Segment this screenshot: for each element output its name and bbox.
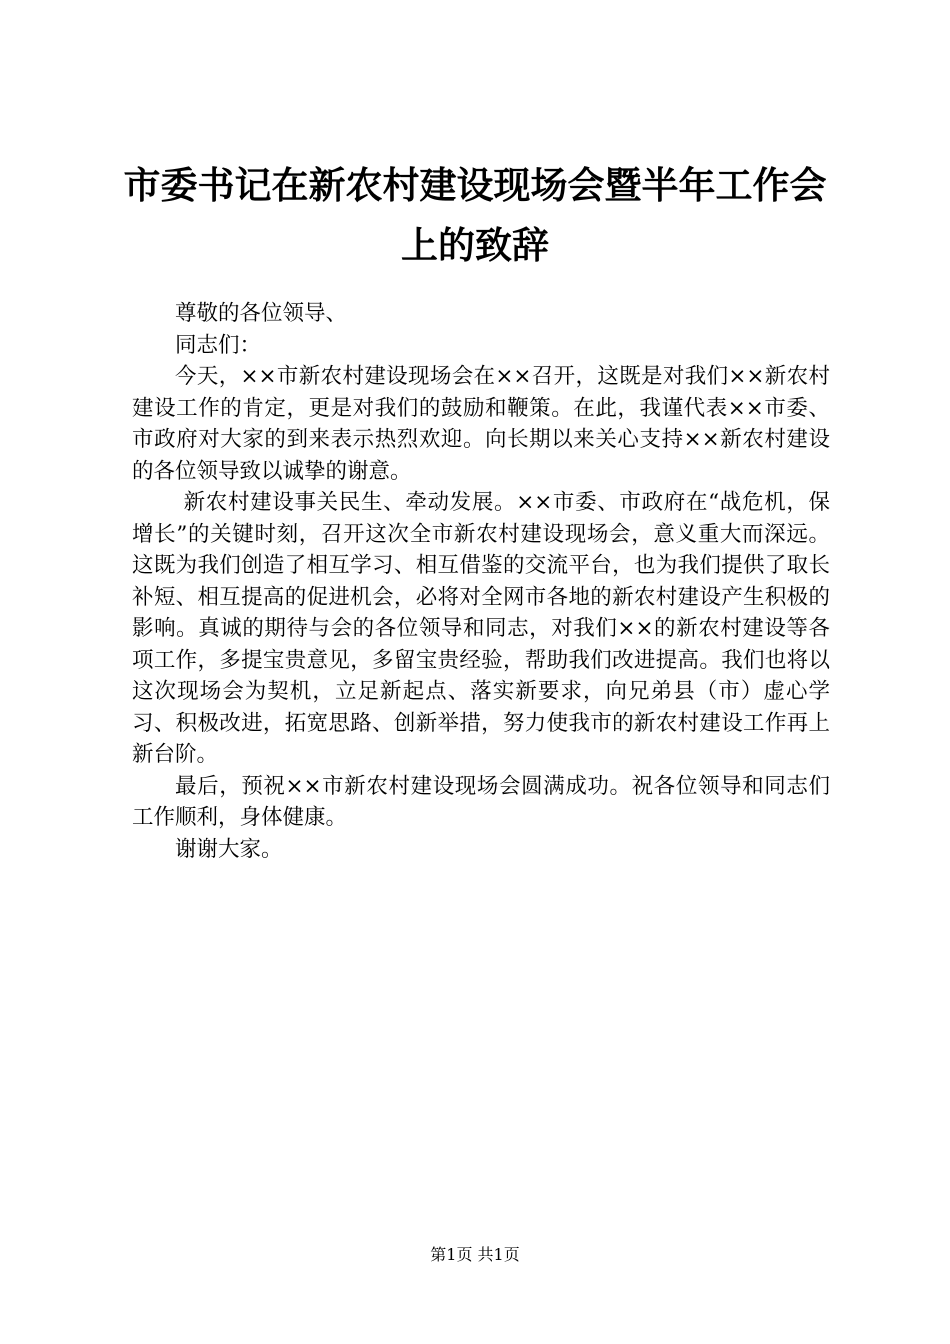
paragraph-significance: 新农村建设事关民生、牵动发展。××市委、市政府在“战危机，保增长”的关键时刻，召开这次全市新农村建设现场会，意义重大而深远。这既为我们创造了相互学习、相互借鉴的交流平台，也为我们提供了取长补短、相互提高的促进机会，必将对全网市各地的新农村建设产生积极的影响。真诚的期待与会的各位领导和同志，对我们××的新农村建设等各项工作，多提宝贵意见，多留宝贵经验，帮助我们改进提高。我们也将以这次现场会为契机，立足新起点、落实新要求，向兄弟县（市）虚心学习、积极改进，拓宽思路、创新举措，努力使我市的新农村建设工作再上新台阶。 <box>132 490 830 767</box>
paragraph-thanks: 谢谢大家。 <box>175 836 283 862</box>
page-footer: 第1页 共1页 <box>430 1245 520 1264</box>
document-title: 市委书记在新农村建设现场会暨半年工作会上的致辞 <box>123 163 827 267</box>
paragraph-welcome: 今天，××市新农村建设现场会在××召开，这既是对我们××新农村建设工作的肯定，更是对我们的鼓励和鞭策。在此，我谨代表××市委、市政府对大家的到来表示热烈欢迎。向长期以来关心支持××新农村建设的各位领导致以诚挚的谢意。 <box>132 364 830 484</box>
paragraph-closing-wishes: 最后，预祝××市新农村建设现场会圆满成功。祝各位领导和同志们工作顺利，身体健康。 <box>132 773 830 830</box>
document-body <box>132 298 830 865</box>
salutation-line-2: 同志们： <box>175 332 262 358</box>
salutation-line-1: 尊敬的各位领导、 <box>175 301 348 326</box>
